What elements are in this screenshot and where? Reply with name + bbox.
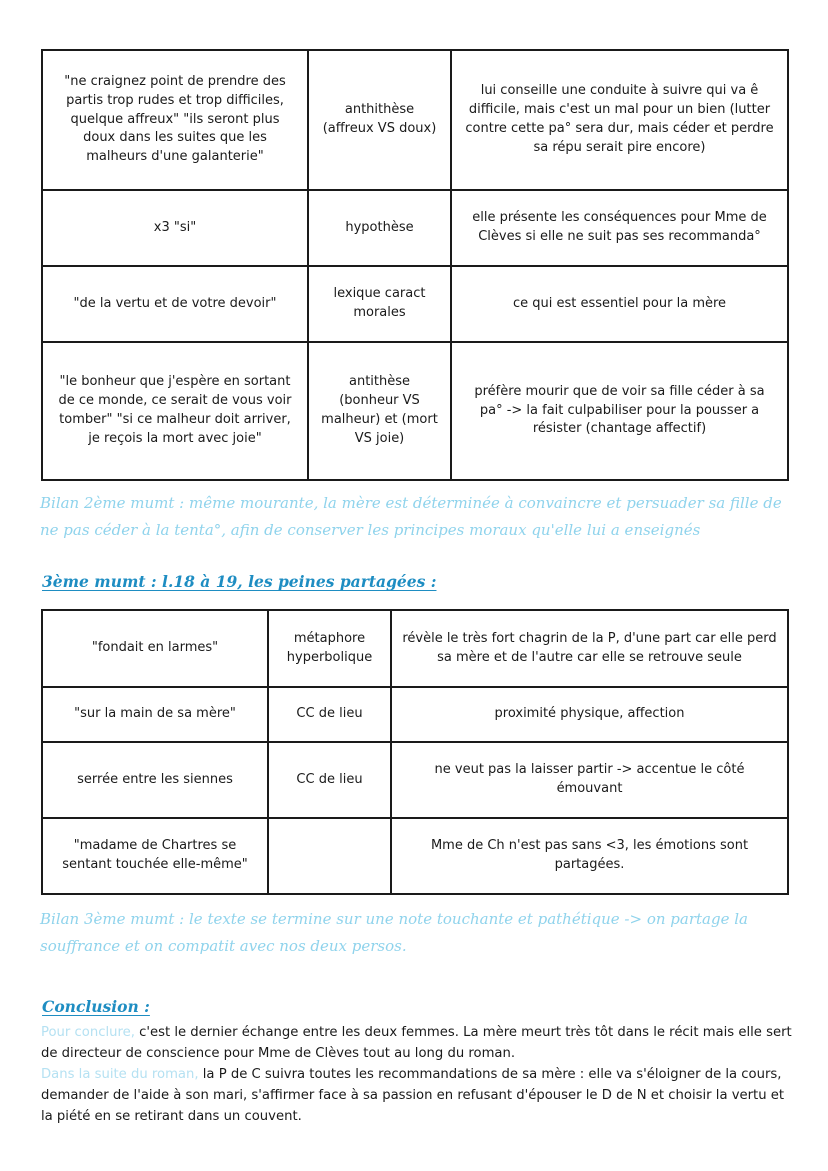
section-heading-3eme-mouvement: 3ème mumt : l.18 à 19, les peines partagées : bbox=[42, 572, 437, 591]
procede-cell: anthithèse (affreux VS doux) bbox=[308, 50, 451, 190]
conclusion-heading: Conclusion : bbox=[42, 997, 150, 1016]
interpretation-cell: préfère mourir que de voir sa fille céder à sa pa° -> la fait culpabiliser pour la pousser a résister (chantage affectif) bbox=[451, 342, 788, 480]
table-row bbox=[42, 687, 788, 742]
conclusion-lead-2: Dans la suite du roman, bbox=[41, 1067, 199, 1082]
table-row bbox=[42, 342, 788, 480]
citation-cell: "le bonheur que j'espère en sortant de ce monde, ce serait de vous voir tomber" "si ce malheur doit arriver, je reçois la mort avec joie" bbox=[42, 342, 308, 480]
procede-cell: lexique caract morales bbox=[308, 266, 451, 342]
interpretation-cell: ce qui est essentiel pour la mère bbox=[451, 266, 788, 342]
conclusion-paragraph bbox=[41, 1022, 796, 1127]
conclusion-lead-1: Pour conclure, bbox=[41, 1025, 135, 1040]
citation-cell: x3 "si" bbox=[42, 190, 308, 266]
citation-cell: "sur la main de sa mère" bbox=[42, 687, 268, 742]
interpretation-cell: proximité physique, affection bbox=[391, 687, 788, 742]
citation-cell: "de la vertu et de votre devoir" bbox=[42, 266, 308, 342]
table-row bbox=[42, 818, 788, 894]
analysis-table-3 bbox=[41, 609, 789, 895]
table-row bbox=[42, 610, 788, 687]
conclusion-text-1: c'est le dernier échange entre les deux femmes. La mère meurt très tôt dans le récit mais elle sert de directeur de conscience pour Mme de Clèves tout au long du roman. bbox=[41, 1025, 792, 1061]
interpretation-cell: elle présente les conséquences pour Mme de Clèves si elle ne suit pas ses recommanda° bbox=[451, 190, 788, 266]
procede-cell bbox=[268, 818, 391, 894]
procede-cell: métaphore hyperbolique bbox=[268, 610, 391, 687]
procede-cell: CC de lieu bbox=[268, 687, 391, 742]
citation-cell: "madame de Chartres se sentant touchée elle-même" bbox=[42, 818, 268, 894]
procede-cell: hypothèse bbox=[308, 190, 451, 266]
bilan-2eme-mouvement: Bilan 2ème mumt : même mourante, la mère est déterminée à convaincre et persuader sa fille de ne pas céder à la tenta°, afin de conserver les principes moraux qu'elle lui a enseignés bbox=[40, 494, 782, 539]
interpretation-cell: ne veut pas la laisser partir -> accentue le côté émouvant bbox=[391, 742, 788, 818]
table-row bbox=[42, 190, 788, 266]
citation-cell: serrée entre les siennes bbox=[42, 742, 268, 818]
interpretation-cell: lui conseille une conduite à suivre qui va ê difficile, mais c'est un mal pour un bien (lutter contre cette pa° sera dur, mais céder et perdre sa répu serait pire encore) bbox=[451, 50, 788, 190]
procede-cell: antithèse (bonheur VS malheur) et (mort VS joie) bbox=[308, 342, 451, 480]
table-row bbox=[42, 266, 788, 342]
citation-cell: "fondait en larmes" bbox=[42, 610, 268, 687]
citation-cell: "ne craignez point de prendre des partis trop rudes et trop difficiles, quelque affreux" "ils seront plus doux dans les suites que les malheurs d'une galanterie" bbox=[42, 50, 308, 190]
conclusion-text-2: la P de C suivra toutes les recommandations de sa mère : elle va s'éloigner de la cours, demander de l'aide à son mari, s'affirmer face à sa passion en refusant d'épouser le D de N et choisir la vertu et la piété en se retirant dans un couvent. bbox=[41, 1067, 785, 1124]
table-row bbox=[42, 50, 788, 190]
interpretation-cell: Mme de Ch n'est pas sans <3, les émotions sont partagées. bbox=[391, 818, 788, 894]
analysis-table-2 bbox=[41, 49, 789, 481]
procede-cell: CC de lieu bbox=[268, 742, 391, 818]
table-row bbox=[42, 742, 788, 818]
bilan-3eme-mouvement: Bilan 3ème mumt : le texte se termine sur une note touchante et pathétique -> on partage la souffrance et on compatit avec nos deux persos. bbox=[40, 910, 748, 955]
interpretation-cell: révèle le très fort chagrin de la P, d'une part car elle perd sa mère et de l'autre car elle se retrouve seule bbox=[391, 610, 788, 687]
